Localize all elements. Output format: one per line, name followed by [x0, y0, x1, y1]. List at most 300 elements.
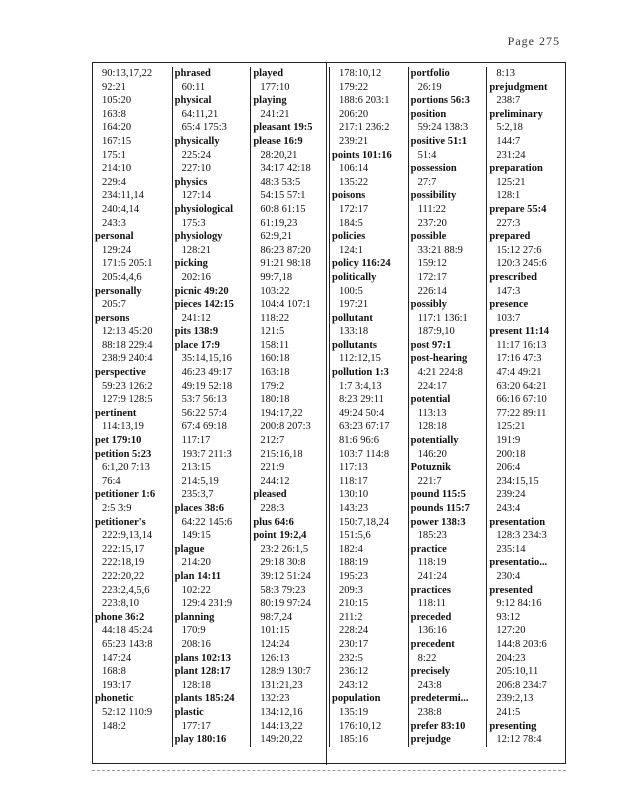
index-reference: 64:11,21	[181, 108, 219, 120]
index-headword: plants 185:24	[174, 693, 235, 705]
index-reference: 124:1	[339, 244, 363, 256]
index-reference: 160:18	[260, 353, 290, 365]
index-reference: 133:18	[339, 326, 369, 338]
index-reference: 60:8 61:15	[260, 203, 306, 215]
index-reference: 205:10,11	[496, 666, 539, 678]
index-reference: 151:5,6	[339, 530, 371, 542]
index-reference: 172:17	[339, 203, 369, 215]
index-reference: 64:22 145:6	[181, 516, 233, 528]
index-reference: 232:5	[339, 652, 363, 664]
index-reference: 62:9,21	[260, 231, 293, 243]
index-headword: potential	[410, 394, 451, 406]
index-headword: practice	[410, 543, 447, 555]
index-reference: 170:9	[181, 625, 206, 637]
index-reference: 221:9	[260, 462, 285, 474]
index-reference: 105:20	[102, 95, 132, 107]
index-headword: physiology	[174, 231, 223, 243]
index-reference: 209:3	[339, 584, 363, 596]
index-headword: preparation	[489, 163, 543, 175]
index-headword: prepared	[489, 231, 531, 243]
index-reference: 91:21 98:18	[260, 258, 311, 270]
index-reference: 237:20	[417, 217, 447, 229]
index-headword: present 11:14	[489, 326, 549, 338]
index-reference: 26:19	[417, 81, 442, 93]
index-reference: 23:2 26:1,5	[260, 543, 309, 555]
index-reference: 128:9 130:7	[260, 666, 311, 678]
index-reference: 111:22	[417, 203, 447, 215]
index-reference: 59:24 138:3	[417, 122, 469, 134]
index-reference: 205:7	[102, 299, 126, 311]
index-headword: post 97:1	[410, 339, 452, 351]
index-reference: 244:12	[260, 475, 290, 487]
index-headword: pertinent	[95, 407, 137, 419]
index-reference: 211:2	[339, 611, 363, 623]
index-table	[92, 62, 566, 764]
index-reference: 60:11	[181, 81, 206, 93]
index-headword: pleased	[253, 489, 287, 501]
index-reference: 177:10	[260, 81, 290, 93]
index-headword: potentially	[410, 435, 459, 447]
index-reference: 235:14	[496, 543, 526, 555]
index-reference: 217:1 236:2	[339, 122, 390, 134]
index-reference: 33:21 88:9	[417, 244, 463, 256]
index-reference: 128:3 234:3	[496, 530, 547, 542]
index-reference: 15:12 27:6	[496, 244, 542, 256]
index-reference: 118:19	[417, 557, 447, 569]
index-headword: petitioner 1:6	[95, 489, 156, 501]
index-reference: 121:5	[260, 326, 285, 338]
index-headword: physical	[174, 95, 212, 107]
index-reference: 118:11	[417, 598, 447, 610]
index-reference: 54:15 57:1	[260, 190, 306, 202]
index-headword: prejudge	[410, 734, 451, 746]
index-headword: pollutant	[332, 312, 373, 324]
index-reference: 182:4	[339, 543, 363, 555]
index-headword: pound 115:5	[410, 489, 466, 501]
index-reference: 149:20,22	[260, 734, 303, 746]
index-column	[486, 67, 565, 747]
index-reference: 143:23	[339, 503, 369, 514]
index-headword: presence	[489, 299, 529, 311]
index-column	[329, 67, 408, 747]
index-headword: politically	[332, 271, 377, 283]
index-reference: 101:15	[260, 625, 290, 637]
index-headword: planning	[174, 611, 215, 623]
index-headword: pieces 142:15	[174, 299, 234, 311]
index-reference: 100:5	[339, 285, 363, 297]
index-reference: 241:12	[181, 312, 211, 324]
index-reference: 35:14,15,16	[181, 353, 232, 365]
index-headword: prefer 83:10	[410, 720, 466, 732]
index-reference: 212:7	[260, 435, 285, 447]
index-headword: possibility	[410, 190, 457, 202]
index-reference: 223:8,10	[102, 598, 140, 610]
page-number: Page 275	[507, 34, 560, 48]
index-reference: 44:18 45:24	[102, 625, 153, 637]
index-headword: played	[253, 68, 284, 79]
index-reference: 135:19	[339, 706, 369, 718]
index-reference: 149:15	[181, 530, 211, 542]
index-headword: precedent	[410, 638, 455, 650]
index-headword: predetermi...	[410, 693, 469, 705]
index-headword: please 16:9	[253, 135, 303, 147]
index-reference: 188:19	[339, 557, 369, 569]
index-columns	[93, 67, 565, 747]
index-reference: 236:12	[339, 666, 369, 678]
index-headword: plague	[174, 543, 205, 555]
index-reference: 125:21	[496, 421, 526, 433]
index-reference: 175:3	[181, 217, 206, 229]
index-reference: 103:22	[260, 285, 290, 297]
index-reference: 222:18,19	[102, 557, 145, 569]
index-reference: 205:4,4,6	[102, 271, 142, 283]
bottom-rule	[92, 770, 566, 771]
index-reference: 1:7 3:4,13	[339, 380, 382, 392]
index-reference: 67:4 69:18	[181, 421, 227, 433]
index-headword: plan 14:11	[174, 570, 222, 582]
index-reference: 231:24	[496, 149, 526, 161]
index-reference: 98:7,24	[260, 611, 293, 623]
index-reference: 185:23	[417, 530, 447, 542]
index-headword: prescribed	[489, 271, 537, 283]
index-reference: 8:23 29:11	[339, 394, 384, 406]
index-reference: 208:16	[181, 638, 211, 650]
index-headword: points 101:16	[332, 149, 392, 161]
index-headword: possibly	[410, 299, 447, 311]
index-reference: 241:21	[260, 108, 290, 120]
index-reference: 193:17	[102, 679, 132, 691]
index-reference: 12:12 78:4	[496, 734, 542, 746]
index-reference: 28:20,21	[260, 149, 298, 161]
index-column	[408, 67, 487, 747]
index-headword: positive 51:1	[410, 135, 467, 147]
index-reference: 39:12 51:24	[260, 570, 311, 582]
index-reference: 90:13,17,22	[102, 68, 153, 79]
index-reference: 197:21	[339, 299, 369, 311]
index-reference: 114:13,19	[102, 421, 144, 433]
index-headword: physiological	[174, 203, 234, 215]
index-reference: 223:2,4,5,6	[102, 584, 150, 596]
index-reference: 2:5 3:9	[102, 503, 132, 514]
index-reference: 76:4	[102, 475, 121, 487]
index-reference: 222:9,13,14	[102, 530, 153, 542]
index-reference: 129:4 231:9	[181, 598, 233, 610]
index-reference: 63:20 64:21	[496, 380, 547, 392]
index-reference: 224:17	[417, 380, 447, 392]
index-headword: poisons	[332, 190, 366, 202]
index-reference: 47:4 49:21	[496, 367, 542, 379]
index-reference: 130:10	[339, 489, 369, 501]
index-reference: 176:10,12	[339, 720, 382, 732]
index-reference: 144:7	[496, 135, 521, 147]
index-reference: 226:14	[417, 285, 447, 297]
index-headword: phone 36:2	[95, 611, 145, 623]
index-reference: 187:9,10	[417, 326, 455, 338]
index-headword: position	[410, 108, 447, 120]
index-reference: 134:12,16	[260, 706, 303, 718]
index-reference: 214:20	[181, 557, 211, 569]
index-headword: plastic	[174, 706, 204, 718]
index-reference: 56:22 57:4	[181, 407, 227, 419]
index-reference: 202:16	[181, 271, 211, 283]
index-reference: 127:14	[181, 190, 211, 202]
index-reference: 243:8	[417, 679, 442, 691]
index-reference: 243:3	[102, 217, 126, 229]
index-reference: 103:7	[496, 312, 521, 324]
index-column	[93, 67, 172, 747]
index-reference: 180:18	[260, 394, 290, 406]
column-divider	[326, 63, 327, 765]
index-reference: 128:21	[181, 244, 211, 256]
index-reference: 150:7,18,24	[339, 516, 390, 528]
index-headword: power 138:3	[410, 516, 466, 528]
index-headword: pits 138:9	[174, 326, 219, 338]
index-reference: 214:5,19	[181, 475, 219, 487]
index-reference: 58:3 79:23	[260, 584, 306, 596]
index-reference: 125:21	[496, 176, 526, 188]
index-headword: phrased	[174, 68, 211, 79]
index-reference: 225:24	[181, 149, 211, 161]
index-reference: 175:1	[102, 149, 126, 161]
index-reference: 214:10	[102, 163, 132, 175]
index-reference: 118:22	[260, 312, 290, 324]
index-reference: 146:20	[417, 448, 447, 460]
index-reference: 135:22	[339, 176, 369, 188]
index-reference: 103:7 114:8	[339, 448, 390, 460]
index-headword: plans 102:13	[174, 652, 231, 664]
index-reference: 27:7	[417, 176, 437, 188]
index-reference: 184:5	[339, 217, 363, 229]
index-reference: 179:2	[260, 380, 285, 392]
index-headword: practices	[410, 584, 451, 596]
index-reference: 128:18	[181, 679, 211, 691]
index-headword: physics	[174, 176, 208, 188]
index-headword: physically	[174, 135, 220, 147]
index-reference: 179:22	[339, 81, 369, 93]
index-reference: 158:11	[260, 339, 290, 351]
index-headword: portfolio	[410, 68, 450, 79]
index-reference: 131:21,23	[260, 679, 303, 691]
index-headword: picnic 49:20	[174, 285, 229, 297]
index-headword: pleasant 19:5	[253, 122, 313, 134]
index-reference: 88:18 229:4	[102, 339, 153, 351]
index-reference: 229:4	[102, 176, 126, 188]
index-reference: 118:17	[339, 475, 368, 487]
index-reference: 243:12	[339, 679, 369, 691]
index-headword: presenting	[489, 720, 537, 732]
index-reference: 239:2,13	[496, 693, 534, 705]
index-headword: play 180:16	[174, 734, 227, 746]
index-headword: persons	[95, 312, 130, 324]
index-reference: 81:6 96:6	[339, 435, 379, 447]
index-headword: policies	[332, 231, 366, 243]
index-reference: 188:6 203:1	[339, 95, 390, 107]
index-reference: 77:22 89:11	[496, 407, 547, 419]
index-reference: 80:19 97:24	[260, 598, 311, 610]
index-reference: 113:13	[417, 407, 447, 419]
index-reference: 200:8 207:3	[260, 421, 311, 433]
index-column	[250, 67, 329, 747]
index-reference: 127:9 128:5	[102, 394, 153, 406]
index-reference: 195:23	[339, 570, 369, 582]
index-reference: 86:23 87:20	[260, 244, 311, 256]
index-headword: pounds 115:7	[410, 503, 470, 514]
index-reference: 230:4	[496, 570, 521, 582]
index-reference: 52:12 110:9	[102, 706, 153, 718]
index-reference: 168:8	[102, 666, 126, 678]
index-headword: possible	[410, 231, 447, 243]
index-reference: 6:1,20 7:13	[102, 462, 150, 474]
index-reference: 238:8	[417, 706, 442, 718]
index-reference: 59:23 126:2	[102, 380, 153, 392]
index-headword: post-hearing	[410, 353, 468, 365]
index-reference: 11:17 16:13	[496, 339, 547, 351]
index-reference: 227:10	[181, 163, 211, 175]
index-headword: possession	[410, 163, 457, 175]
index-reference: 104:4 107:1	[260, 299, 311, 311]
index-reference: 144:13,22	[260, 720, 303, 732]
index-reference: 4:21 224:8	[417, 367, 463, 379]
index-headword: preliminary	[489, 108, 543, 120]
index-reference: 163:8	[102, 108, 126, 120]
index-headword: presentation	[489, 516, 546, 528]
index-reference: 206:4	[496, 462, 521, 474]
index-reference: 228:24	[339, 625, 369, 637]
index-reference: 204:23	[496, 652, 526, 664]
index-reference: 17:16 47:3	[496, 353, 542, 365]
index-reference: 128:18	[417, 421, 447, 433]
index-headword: pet 179:10	[95, 435, 142, 447]
index-reference: 222:20,22	[102, 570, 145, 582]
index-reference: 222:15,17	[102, 543, 145, 555]
index-reference: 136:16	[417, 625, 447, 637]
index-column	[172, 67, 251, 747]
index-reference: 51:4	[417, 149, 437, 161]
index-reference: 129:24	[102, 244, 132, 256]
index-reference: 49:19 52:18	[181, 380, 233, 392]
index-reference: 112:12,15	[339, 353, 381, 365]
index-reference: 159:12	[417, 258, 447, 270]
index-reference: 213:15	[181, 462, 211, 474]
index-reference: 8:13	[496, 68, 516, 79]
index-headword: playing	[253, 95, 287, 107]
index-headword: perspective	[95, 367, 146, 379]
index-headword: pollutants	[332, 339, 377, 351]
index-headword: picking	[174, 258, 208, 270]
index-headword: policy 116:24	[332, 258, 391, 270]
index-reference: 191:9	[496, 435, 521, 447]
index-reference: 193:7 211:3	[181, 448, 232, 460]
index-headword: plant 128:17	[174, 666, 231, 678]
index-reference: 126:13	[260, 652, 290, 664]
index-reference: 48:3 53:5	[260, 176, 301, 188]
index-reference: 164:20	[102, 122, 132, 134]
index-reference: 239:21	[339, 135, 369, 147]
index-reference: 238:9 240:4	[102, 353, 153, 365]
index-reference: 53:7 56:13	[181, 394, 227, 406]
index-reference: 93:12	[496, 611, 521, 623]
index-headword: prepare 55:4	[489, 203, 547, 215]
index-reference: 92:21	[102, 81, 126, 93]
index-headword: point 19:2,4	[253, 530, 307, 542]
index-reference: 46:23 49:17	[181, 367, 233, 379]
index-reference: 178:10,12	[339, 68, 382, 79]
index-reference: 63:23 67:17	[339, 421, 390, 433]
index-reference: 148:2	[102, 720, 126, 732]
index-headword: petitioner's	[95, 516, 146, 528]
index-reference: 206:8 234:7	[496, 679, 547, 691]
index-reference: 163:18	[260, 367, 290, 379]
index-headword: petition 5:23	[95, 448, 152, 460]
index-headword: prejudgment	[489, 81, 548, 93]
index-reference: 117:1 136:1	[417, 312, 468, 324]
index-reference: 240:4,14	[102, 203, 140, 215]
index-reference: 9:12 84:16	[496, 598, 542, 610]
index-reference: 61:19,23	[260, 217, 298, 229]
index-reference: 5:2,18	[496, 122, 523, 134]
index-reference: 241:24	[417, 570, 447, 582]
index-headword: place 17:9	[174, 339, 220, 351]
index-reference: 49:24 50:4	[339, 407, 385, 419]
index-reference: 228:3	[260, 503, 285, 514]
index-reference: 243:4	[496, 503, 521, 514]
index-headword: personal	[95, 231, 134, 243]
index-reference: 235:3,7	[181, 489, 214, 501]
index-headword: presented	[489, 584, 533, 596]
index-headword: precisely	[410, 666, 451, 678]
index-reference: 127:20	[496, 625, 526, 637]
index-reference: 200:18	[496, 448, 526, 460]
index-reference: 12:13 45:20	[102, 326, 153, 338]
index-headword: presentatio...	[489, 557, 548, 569]
index-headword: population	[332, 693, 381, 705]
index-reference: 171:5 205:1	[102, 258, 153, 270]
index-reference: 177:17	[181, 720, 211, 732]
index-reference: 147:24	[102, 652, 132, 664]
index-reference: 227:3	[496, 217, 521, 229]
index-reference: 147:3	[496, 285, 521, 297]
index-headword: Potuznik	[410, 462, 451, 474]
index-reference: 185:16	[339, 734, 369, 746]
index-headword: personally	[95, 285, 142, 297]
index-headword: places 38:6	[174, 503, 224, 514]
index-reference: 221:7	[417, 475, 442, 487]
index-reference: 8:22	[417, 652, 437, 664]
index-reference: 117:13	[339, 462, 368, 474]
index-reference: 215:16,18	[260, 448, 303, 460]
index-reference: 238:7	[496, 95, 521, 107]
index-reference: 124:24	[260, 638, 290, 650]
index-reference: 132:23	[260, 693, 290, 705]
index-reference: 117:17	[181, 435, 211, 447]
index-reference: 66:16 67:10	[496, 394, 547, 406]
index-reference: 29:18 30:8	[260, 557, 306, 569]
index-headword: preceded	[410, 611, 452, 623]
index-headword: phonetic	[95, 693, 134, 705]
index-reference: 106:14	[339, 163, 369, 175]
index-reference: 167:15	[102, 135, 132, 147]
index-reference: 194:17,22	[260, 407, 303, 419]
index-headword: pollution 1:3	[332, 367, 389, 379]
index-reference: 206:20	[339, 108, 369, 120]
index-reference: 128:1	[496, 190, 521, 202]
index-reference: 172:17	[417, 271, 447, 283]
index-reference: 241:5	[496, 706, 521, 718]
index-reference: 34:17 42:18	[260, 163, 311, 175]
index-reference: 65:23 143:8	[102, 638, 153, 650]
index-headword: portions 56:3	[410, 95, 470, 107]
index-reference: 239:24	[496, 489, 526, 501]
